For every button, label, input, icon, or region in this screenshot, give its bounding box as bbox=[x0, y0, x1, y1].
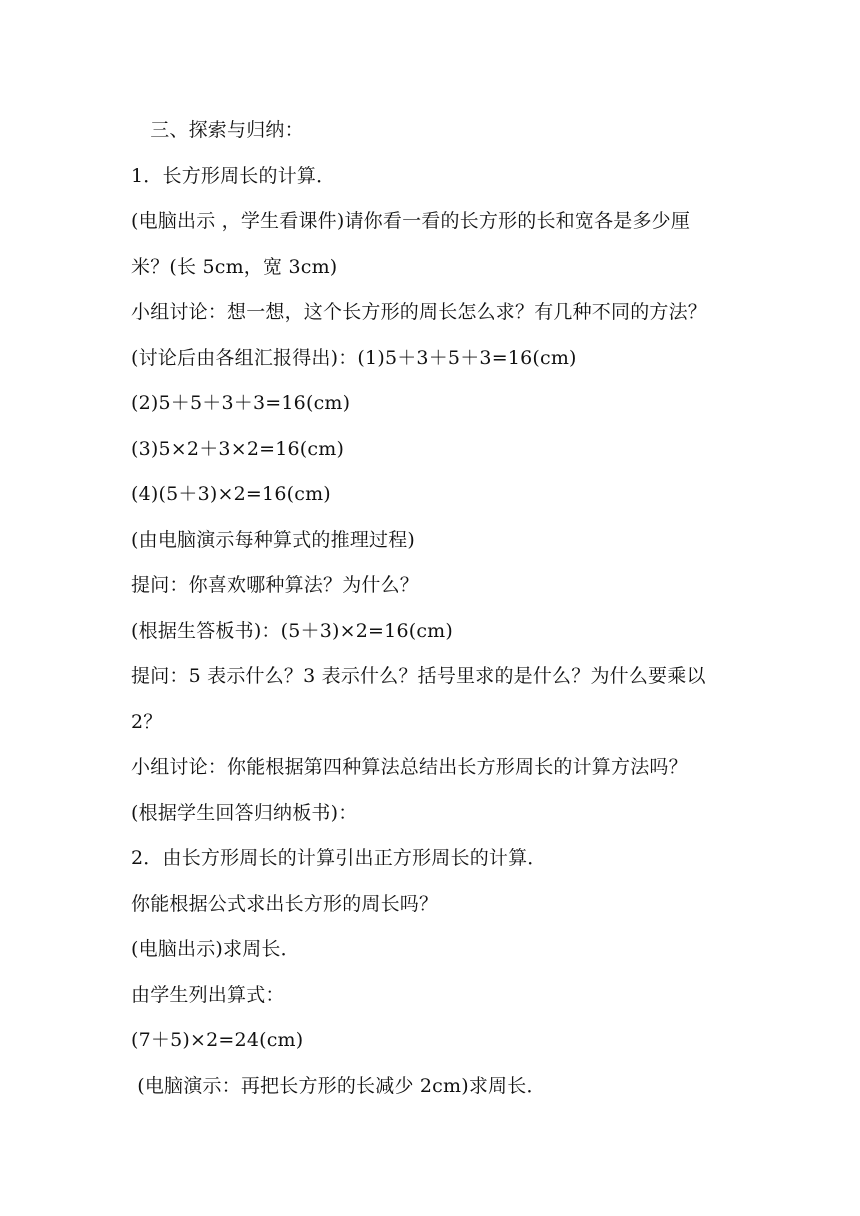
paragraph-line: (根据学生回答归纳板书)： bbox=[131, 801, 358, 824]
formula-line: (2)5＋5＋3＋3=16(cm) bbox=[131, 392, 351, 414]
formula-line: (讨论后由各组汇报得出)：(1)5＋3＋5＋3=16(cm) bbox=[131, 346, 577, 369]
paragraph-line: 由学生列出算式： bbox=[131, 983, 285, 1006]
formula-line: (3)5×2＋3×2=16(cm) bbox=[131, 437, 345, 460]
formula-line: (4)(5＋3)×2=16(cm) bbox=[131, 483, 331, 505]
paragraph-line: (电脑出示 ，学生看课件)请你看一看的长方形的长和宽各是多少厘 bbox=[131, 210, 691, 232]
paragraph-line: (由电脑演示每种算式的推理过程) bbox=[131, 528, 416, 551]
paragraph-line: 小组讨论：想一想，这个长方形的周长怎么求？有几种不同的方法？ bbox=[131, 301, 708, 323]
document-body bbox=[131, 108, 741, 1109]
formula-line: (根据生答板书)：(5＋3)×2=16(cm) bbox=[131, 619, 454, 642]
paragraph-line: (电脑演示：再把长方形的长减少 2cm)求周长． bbox=[131, 1074, 546, 1097]
section-heading: 三、探索与归纳： bbox=[131, 119, 304, 141]
paragraph-line: (电脑出示)求周长． bbox=[131, 938, 300, 960]
subheading-rectangle-perimeter: 1．长方形周长的计算． bbox=[131, 164, 336, 187]
question-line: 提问：你喜欢哪种算法？为什么？ bbox=[131, 574, 420, 596]
paragraph-line: 米？(长 5cm，宽 3cm) bbox=[131, 255, 338, 278]
paragraph-line: 小组讨论：你能根据第四种算法总结出长方形周长的计算方法吗？ bbox=[131, 756, 688, 778]
question-line: 2？ bbox=[131, 710, 163, 733]
subheading-square-perimeter: 2．由长方形周长的计算引出正方形周长的计算． bbox=[131, 847, 547, 869]
paragraph-line: 你能根据公式求出长方形的周长吗？ bbox=[131, 892, 439, 915]
formula-line: (7＋5)×2=24(cm) bbox=[131, 1029, 304, 1051]
question-line: 提问：5 表示什么？3 表示什么？括号里求的是什么？为什么要乘以 bbox=[131, 665, 706, 687]
